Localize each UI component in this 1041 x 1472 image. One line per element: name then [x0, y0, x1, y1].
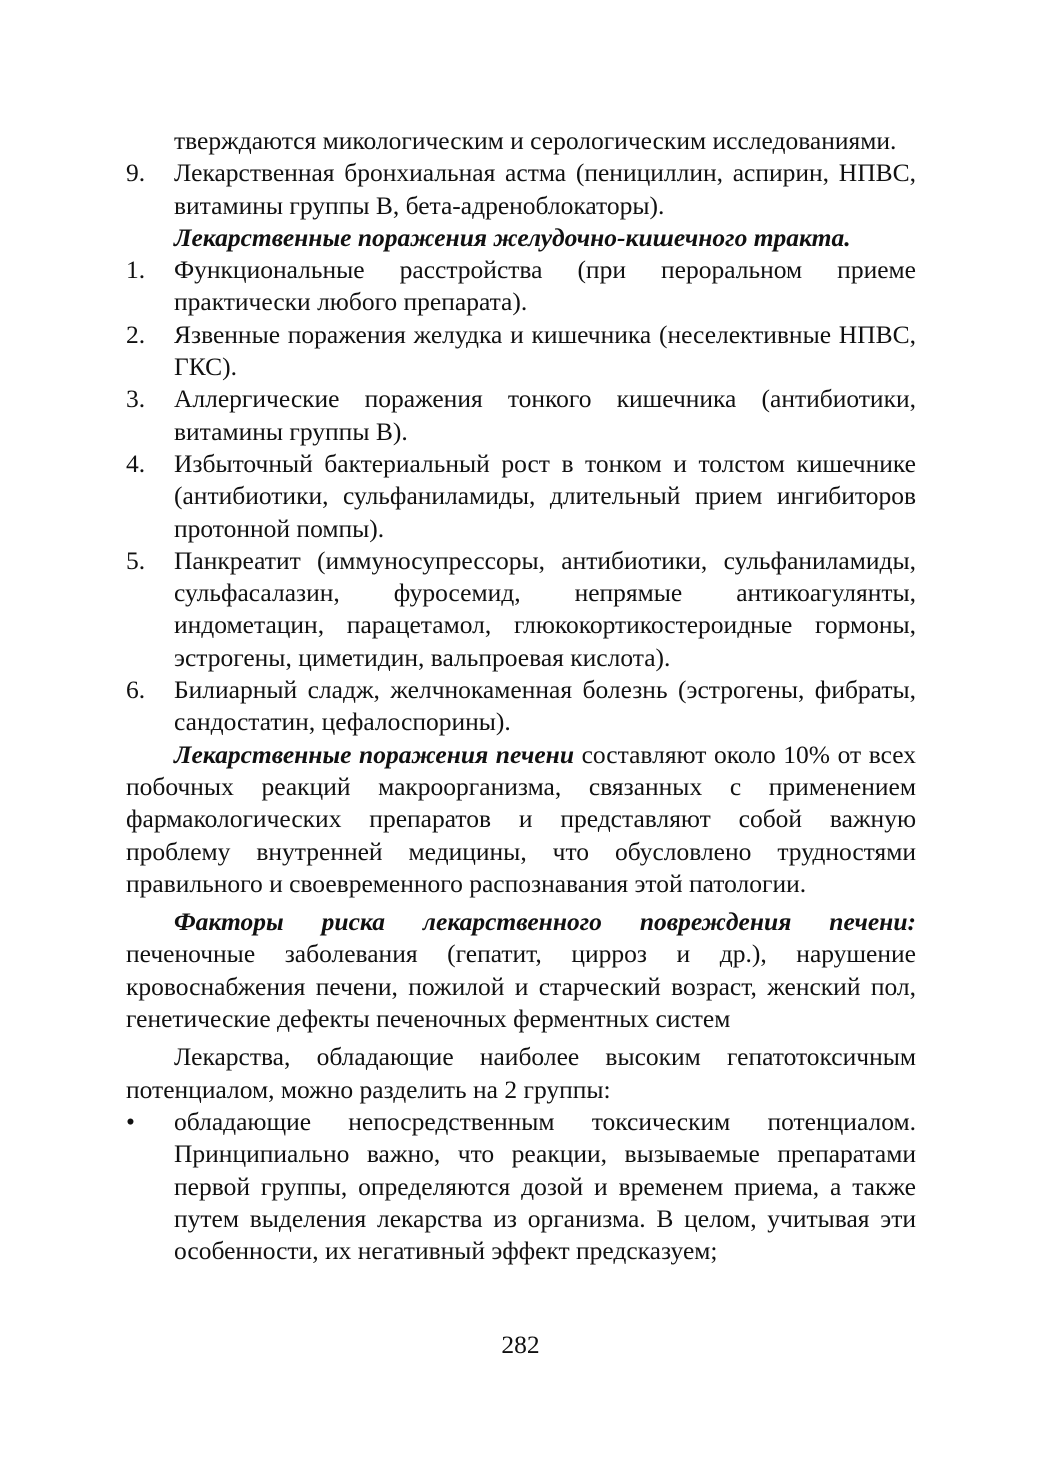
continued-list-item [126, 125, 916, 157]
drug-groups-text: Лекарства, обладающие наиболее высоким гепатотоксичным потенциалом, можно разделить на 2 группы: [126, 1042, 916, 1104]
list-item-number: 6. [126, 675, 146, 705]
list-item-text: Билиарный сладж, желчнокаменная болезнь (эстрогены, фибраты, сандостатин, цефалоспорины). [174, 675, 916, 737]
list-item-text: Аллергические поражения тонкого кишечника (антибиотики, витамины группы В). [174, 384, 916, 446]
risk-factors-paragraph [126, 906, 916, 1035]
liver-paragraph [126, 739, 916, 900]
liver-paragraph-text: составляют около 10% от всех побочных реакций макроорганизма, связанных с применением фармакологических препаратов и представляют собой важную проблему внутренней медицины, что обусловлено трудностями правильного и своевременного распознавания этой патологии. [126, 739, 916, 898]
list-item-number: 4. [126, 448, 146, 478]
section-heading-text: Лекарственные поражения желудочно-кишечного тракта. [174, 222, 851, 252]
gi-list-item [126, 448, 916, 545]
page-number: 282 [501, 1330, 540, 1359]
list-item-number: 5. [126, 545, 146, 575]
continued-item-text: тверждаются микологическим и серологическим исследованиями. [174, 126, 897, 155]
list-item-number: 2. [126, 319, 146, 349]
risk-factors-text: печеночные заболевания (гепатит, цирроз и др.), нарушение кровоснабжения печени, пожилой и старческий возраст, женский пол, генетические дефекты печеночных ферментных систем [126, 939, 916, 1034]
bullet-marker: • [126, 1106, 135, 1136]
list-item-number: 1. [126, 255, 146, 285]
liver-paragraph-lead: Лекарственные поражения печени [174, 739, 575, 769]
list-item-number: 9. [126, 158, 146, 188]
gi-list-item [126, 319, 916, 384]
gi-list-item [126, 545, 916, 674]
list-item-number: 3. [126, 384, 146, 414]
bullet-list-item [126, 1106, 916, 1267]
page-body [126, 125, 916, 1267]
gi-list-item [126, 254, 916, 319]
list-item-9 [126, 157, 916, 222]
gi-list-item [126, 383, 916, 448]
gi-list-item [126, 674, 916, 739]
list-item-text: Лекарственная бронхиальная астма (пенициллин, аспирин, НПВС, витамины группы В, бета-адреноблокаторы). [174, 158, 916, 220]
risk-factors-lead: Факторы риска лекарственного повреждения печени: [174, 907, 916, 937]
list-item-text: Функциональные расстройства (при пероральном приеме практически любого препарата). [174, 255, 916, 317]
list-item-text: Язвенные поражения желудка и кишечника (неселективные НПВС, ГКС). [174, 319, 916, 382]
list-item-text: Избыточный бактериальный рост в тонком и толстом кишечнике (антибиотики, сульфаниламиды, длительный прием ингибиторов протонной помпы). [174, 448, 916, 543]
list-item-text: Панкреатит (иммуносупрессоры, антибиотики, сульфаниламиды, сульфасалазин, фуросемид, непрямые антикоагулянты, индометацин, парацетамол, глюкокортикостероидные гормоны, эстрогены, циметидин, вальпроевая кислота). [174, 545, 916, 672]
gi-section-heading [126, 222, 916, 254]
bullet-item-text: обладающие непосредственным токсическим потенциалом. Принципиально важно, что реакции, вызываемые препаратами первой группы, определяются дозой и временем приема, а также путем выделения лекарства из организма. В целом, учитывая эти особенности, их негативный эффект предсказуем; [174, 1106, 916, 1266]
drug-groups-paragraph [126, 1041, 916, 1106]
